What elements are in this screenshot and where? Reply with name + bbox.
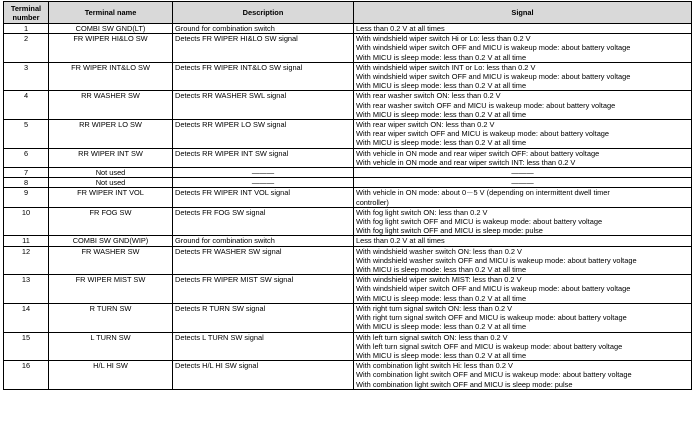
terminal-name-cell: RR WASHER SW bbox=[49, 91, 173, 120]
terminal-number-cell: 4 bbox=[4, 91, 49, 120]
header-terminal-name: Terminal name bbox=[49, 2, 173, 24]
terminal-signal-table bbox=[3, 1, 692, 390]
terminal-number-cell: 10 bbox=[4, 207, 49, 236]
signal-cell bbox=[354, 246, 692, 275]
signal-cell bbox=[354, 62, 692, 91]
terminal-number-cell: 12 bbox=[4, 246, 49, 275]
signal-line: ——— bbox=[511, 168, 534, 178]
terminal-number-cell: 8 bbox=[4, 178, 49, 188]
terminal-name-cell: COMBI SW GND(LT) bbox=[49, 24, 173, 34]
signal-cell bbox=[354, 178, 692, 188]
signal-line: With fog light switch OFF and MICU is sleep mode: pulse bbox=[356, 226, 543, 236]
terminal-name-cell: COMBI SW GND(WIP) bbox=[49, 236, 173, 246]
header-description: Description bbox=[173, 2, 354, 24]
terminal-number-cell: 9 bbox=[4, 188, 49, 207]
terminal-name-cell: L TURN SW bbox=[49, 332, 173, 361]
signal-cell bbox=[354, 188, 692, 207]
signal-line: With windshield wiper switch OFF and MICU is wakeup mode: about battery voltage bbox=[356, 72, 631, 82]
header-terminal-number: Terminal number bbox=[4, 2, 49, 24]
signal-line: With rear washer switch ON: less than 0.2 V bbox=[356, 91, 501, 101]
table-row bbox=[4, 120, 692, 149]
description-cell: Detects R TURN SW signal bbox=[173, 303, 354, 332]
table-row bbox=[4, 168, 692, 178]
signal-line: ——— bbox=[511, 178, 534, 188]
description-cell: Detects FR WIPER INT VOL signal bbox=[173, 188, 354, 207]
table-row bbox=[4, 178, 692, 188]
terminal-number-cell: 6 bbox=[4, 148, 49, 167]
table-header-row bbox=[4, 2, 692, 24]
description-cell: Detects RR WIPER LO SW signal bbox=[173, 120, 354, 149]
terminal-number-cell: 14 bbox=[4, 303, 49, 332]
terminal-number-cell: 15 bbox=[4, 332, 49, 361]
table-row bbox=[4, 246, 692, 275]
terminal-number-cell: 13 bbox=[4, 275, 49, 304]
table-row bbox=[4, 332, 692, 361]
description-cell: Detects L TURN SW signal bbox=[173, 332, 354, 361]
description-cell: Detects RR WIPER INT SW signal bbox=[173, 148, 354, 167]
terminal-name-cell: H/L HI SW bbox=[49, 361, 173, 390]
signal-line: With MICU is sleep mode: less than 0.2 V at all time bbox=[356, 265, 527, 275]
signal-cell bbox=[354, 91, 692, 120]
table-row bbox=[4, 303, 692, 332]
table-row bbox=[4, 236, 692, 246]
signal-line: With MICU is sleep mode: less than 0.2 V at all time bbox=[356, 293, 527, 303]
table-row bbox=[4, 24, 692, 34]
signal-line: Less than 0.2 V at all times bbox=[356, 236, 445, 246]
signal-line: With fog light switch ON: less than 0.2 V bbox=[356, 207, 488, 217]
signal-cell bbox=[354, 148, 692, 167]
description-cell: Detects FR WASHER SW signal bbox=[173, 246, 354, 275]
signal-line: With MICU is sleep mode: less than 0.2 V at all time bbox=[356, 81, 527, 91]
signal-line: With rear wiper switch ON: less than 0.2 V bbox=[356, 120, 495, 130]
header-signal: Signal bbox=[354, 2, 692, 24]
description-cell: Detects RR WASHER SWL signal bbox=[173, 91, 354, 120]
description-cell: Detects H/L HI SW signal bbox=[173, 361, 354, 390]
signal-cell bbox=[354, 120, 692, 149]
signal-line: With windshield washer switch ON: less than 0.2 V bbox=[356, 246, 522, 256]
terminal-number-cell: 5 bbox=[4, 120, 49, 149]
signal-line: With MICU is sleep mode: less than 0.2 V at all time bbox=[356, 109, 527, 119]
signal-line: With windshield wiper switch Hi or Lo: less than 0.2 V bbox=[356, 34, 531, 44]
table-row bbox=[4, 188, 692, 207]
table-row bbox=[4, 148, 692, 167]
terminal-name-cell: R TURN SW bbox=[49, 303, 173, 332]
description-cell: Detects FR WIPER MIST SW signal bbox=[173, 275, 354, 304]
signal-line: With windshield washer switch OFF and MICU is wakeup mode: about battery voltage bbox=[356, 255, 637, 265]
signal-line: With vehicle in ON mode and rear wiper switch OFF: about battery voltage bbox=[356, 148, 600, 158]
description-cell: Detects FR WIPER INT&LO SW signal bbox=[173, 62, 354, 91]
signal-line: With combination light switch OFF and MICU is sleep mode: pulse bbox=[356, 379, 573, 389]
description-cell: Ground for combination switch bbox=[173, 236, 354, 246]
table-body bbox=[4, 24, 692, 390]
signal-line: With combination light switch OFF and MICU is wakeup mode: about battery voltage bbox=[356, 370, 632, 380]
signal-line: With MICU is sleep mode: less than 0.2 V at all time bbox=[356, 138, 527, 148]
table-row bbox=[4, 207, 692, 236]
signal-line: With MICU is sleep mode: less than 0.2 V at all time bbox=[356, 350, 527, 360]
description-cell: Ground for combination switch bbox=[173, 24, 354, 34]
terminal-name-cell: FR WIPER INT&LO SW bbox=[49, 62, 173, 91]
terminal-number-cell: 11 bbox=[4, 236, 49, 246]
description-cell: Detects FR WIPER HI&LO SW signal bbox=[173, 34, 354, 63]
description-cell: Detects FR FOG SW signal bbox=[173, 207, 354, 236]
signal-cell bbox=[354, 168, 692, 178]
terminal-number-cell: 3 bbox=[4, 62, 49, 91]
signal-cell bbox=[354, 24, 692, 34]
signal-line: With vehicle in ON mode and rear wiper switch INT: less than 0.2 V bbox=[356, 157, 576, 167]
signal-line: With left turn signal switch ON: less than 0.2 V bbox=[356, 332, 508, 342]
terminal-number-cell: 2 bbox=[4, 34, 49, 63]
signal-cell bbox=[354, 303, 692, 332]
terminal-number-cell: 16 bbox=[4, 361, 49, 390]
signal-line: With windshield wiper switch INT or Lo: less than 0.2 V bbox=[356, 62, 536, 72]
signal-line: With windshield wiper switch MIST: less than 0.2 V bbox=[356, 275, 522, 285]
terminal-name-cell: Not used bbox=[49, 178, 173, 188]
terminal-name-cell: FR FOG SW bbox=[49, 207, 173, 236]
signal-cell bbox=[354, 332, 692, 361]
terminal-number-cell: 1 bbox=[4, 24, 49, 34]
signal-line: With rear wiper switch OFF and MICU is wakeup mode: about battery voltage bbox=[356, 129, 610, 139]
terminal-name-cell: FR WASHER SW bbox=[49, 246, 173, 275]
table-row bbox=[4, 361, 692, 390]
signal-line: With fog light switch OFF and MICU is wakeup mode: about battery voltage bbox=[356, 217, 603, 227]
terminal-name-cell: FR WIPER MIST SW bbox=[49, 275, 173, 304]
signal-line: With vehicle in ON mode: about 0－5 V (depending on intermittent dwell timer bbox=[356, 188, 610, 198]
terminal-name-cell: RR WIPER INT SW bbox=[49, 148, 173, 167]
signal-line: Less than 0.2 V at all times bbox=[356, 24, 445, 33]
signal-cell bbox=[354, 236, 692, 246]
terminal-name-cell: Not used bbox=[49, 168, 173, 178]
signal-cell bbox=[354, 275, 692, 304]
table-row bbox=[4, 62, 692, 91]
signal-line: With right turn signal switch OFF and MICU is wakeup mode: about battery voltage bbox=[356, 313, 627, 323]
signal-line: With MICU is sleep mode: less than 0.2 V at all time bbox=[356, 52, 527, 62]
table-row bbox=[4, 275, 692, 304]
signal-cell bbox=[354, 34, 692, 63]
signal-line: With windshield wiper switch OFF and MICU is wakeup mode: about battery voltage bbox=[356, 284, 631, 294]
signal-line: With rear washer switch OFF and MICU is wakeup mode: about battery voltage bbox=[356, 100, 616, 110]
signal-cell bbox=[354, 207, 692, 236]
terminal-name-cell: FR WIPER INT VOL bbox=[49, 188, 173, 207]
table-row bbox=[4, 34, 692, 63]
terminal-number-cell: 7 bbox=[4, 168, 49, 178]
signal-line: controller) bbox=[356, 197, 389, 207]
table-row bbox=[4, 91, 692, 120]
description-cell: ——— bbox=[173, 178, 354, 188]
signal-line: With left turn signal switch OFF and MICU is wakeup mode: about battery voltage bbox=[356, 341, 623, 351]
terminal-name-cell: RR WIPER LO SW bbox=[49, 120, 173, 149]
terminal-table-container bbox=[3, 1, 692, 390]
signal-line: With combination light switch Hi: less than 0.2 V bbox=[356, 361, 513, 371]
signal-line: With right turn signal switch ON: less than 0.2 V bbox=[356, 303, 513, 313]
terminal-name-cell: FR WIPER HI&LO SW bbox=[49, 34, 173, 63]
signal-line: With windshield wiper switch OFF and MICU is wakeup mode: about battery voltage bbox=[356, 43, 631, 53]
signal-cell bbox=[354, 361, 692, 390]
description-cell: ——— bbox=[173, 168, 354, 178]
signal-line: With MICU is sleep mode: less than 0.2 V at all time bbox=[356, 322, 527, 332]
